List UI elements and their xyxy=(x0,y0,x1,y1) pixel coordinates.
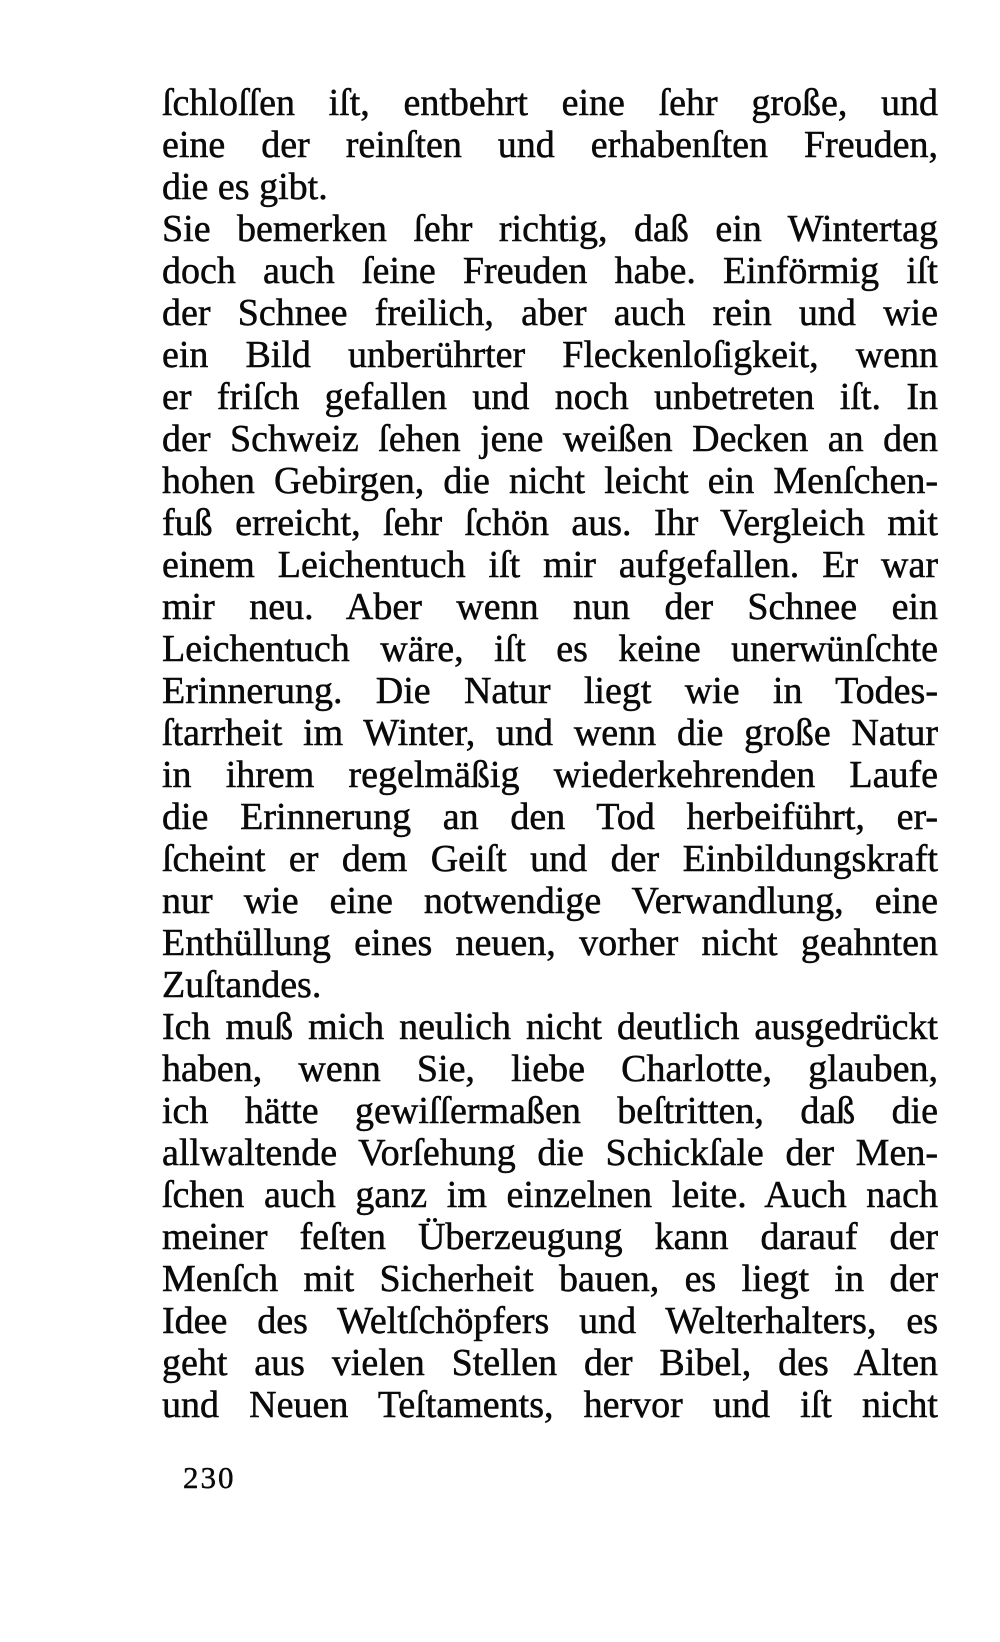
text-line: Menſch mit Sicherheit bauen, es liegt in der xyxy=(162,1258,938,1300)
text-line: ſchloſſen iſt, entbehrt eine ſehr große, und xyxy=(162,82,938,124)
text-line: mir neu. Aber wenn nun der Schnee ein xyxy=(162,586,938,628)
text-line: doch auch ſeine Freuden habe. Einförmig iſt xyxy=(162,250,938,292)
text-line: Ich muß mich neulich nicht deutlich ausgedrückt xyxy=(162,1006,938,1048)
text-line: Leichentuch wäre, iſt es keine unerwünſchte xyxy=(162,628,938,670)
text-line: und Neuen Teſtaments, hervor und iſt nicht xyxy=(162,1384,938,1426)
text-line: die es gibt. xyxy=(162,166,328,208)
text-line: fuß erreicht, ſehr ſchön aus. Ihr Vergleich mit xyxy=(162,502,938,544)
text-line: eine der reinſten und erhabenſten Freuden, xyxy=(162,124,938,166)
text-line: Idee des Weltſchöpfers und Welterhalters, es xyxy=(162,1300,938,1342)
text-line: einem Leichentuch iſt mir aufgefallen. Er war xyxy=(162,544,938,586)
text-line: allwaltende Vorſehung die Schickſale der Men- xyxy=(162,1132,938,1174)
text-line: hohen Gebirgen, die nicht leicht ein Menſchen- xyxy=(162,460,938,502)
page-number: 230 xyxy=(183,1460,236,1495)
text-line: geht aus vielen Stellen der Bibel, des Alten xyxy=(162,1342,938,1384)
text-line: ſcheint er dem Geiſt und der Einbildungskraft xyxy=(162,838,938,880)
text-line: Erinnerung. Die Natur liegt wie in Todes- xyxy=(162,670,938,712)
text-line: Sie bemerken ſehr richtig, daß ein Wintertag xyxy=(162,208,938,250)
text-line: haben, wenn Sie, liebe Charlotte, glauben, xyxy=(162,1048,938,1090)
text-line: Zuſtandes. xyxy=(162,964,322,1006)
text-line: ſchen auch ganz im einzelnen leite. Auch nach xyxy=(162,1174,938,1216)
text-line: die Erinnerung an den Tod herbeiführt, er- xyxy=(162,796,938,838)
page-text-block xyxy=(162,82,938,1426)
text-line: Enthüllung eines neuen, vorher nicht geahnten xyxy=(162,922,938,964)
text-line: ſtarrheit im Winter, und wenn die große Natur xyxy=(162,712,938,754)
text-line: meiner feſten Überzeugung kann darauf der xyxy=(162,1216,938,1258)
text-line: ein Bild unberührter Fleckenloſigkeit, wenn xyxy=(162,334,938,376)
text-line: ich hätte gewiſſermaßen beſtritten, daß die xyxy=(162,1090,938,1132)
text-line: in ihrem regelmäßig wiederkehrenden Laufe xyxy=(162,754,938,796)
text-line: nur wie eine notwendige Verwandlung, eine xyxy=(162,880,938,922)
text-line: der Schweiz ſehen jene weißen Decken an den xyxy=(162,418,938,460)
text-line: er friſch gefallen und noch unbetreten iſt. In xyxy=(162,376,938,418)
text-line: der Schnee freilich, aber auch rein und wie xyxy=(162,292,938,334)
